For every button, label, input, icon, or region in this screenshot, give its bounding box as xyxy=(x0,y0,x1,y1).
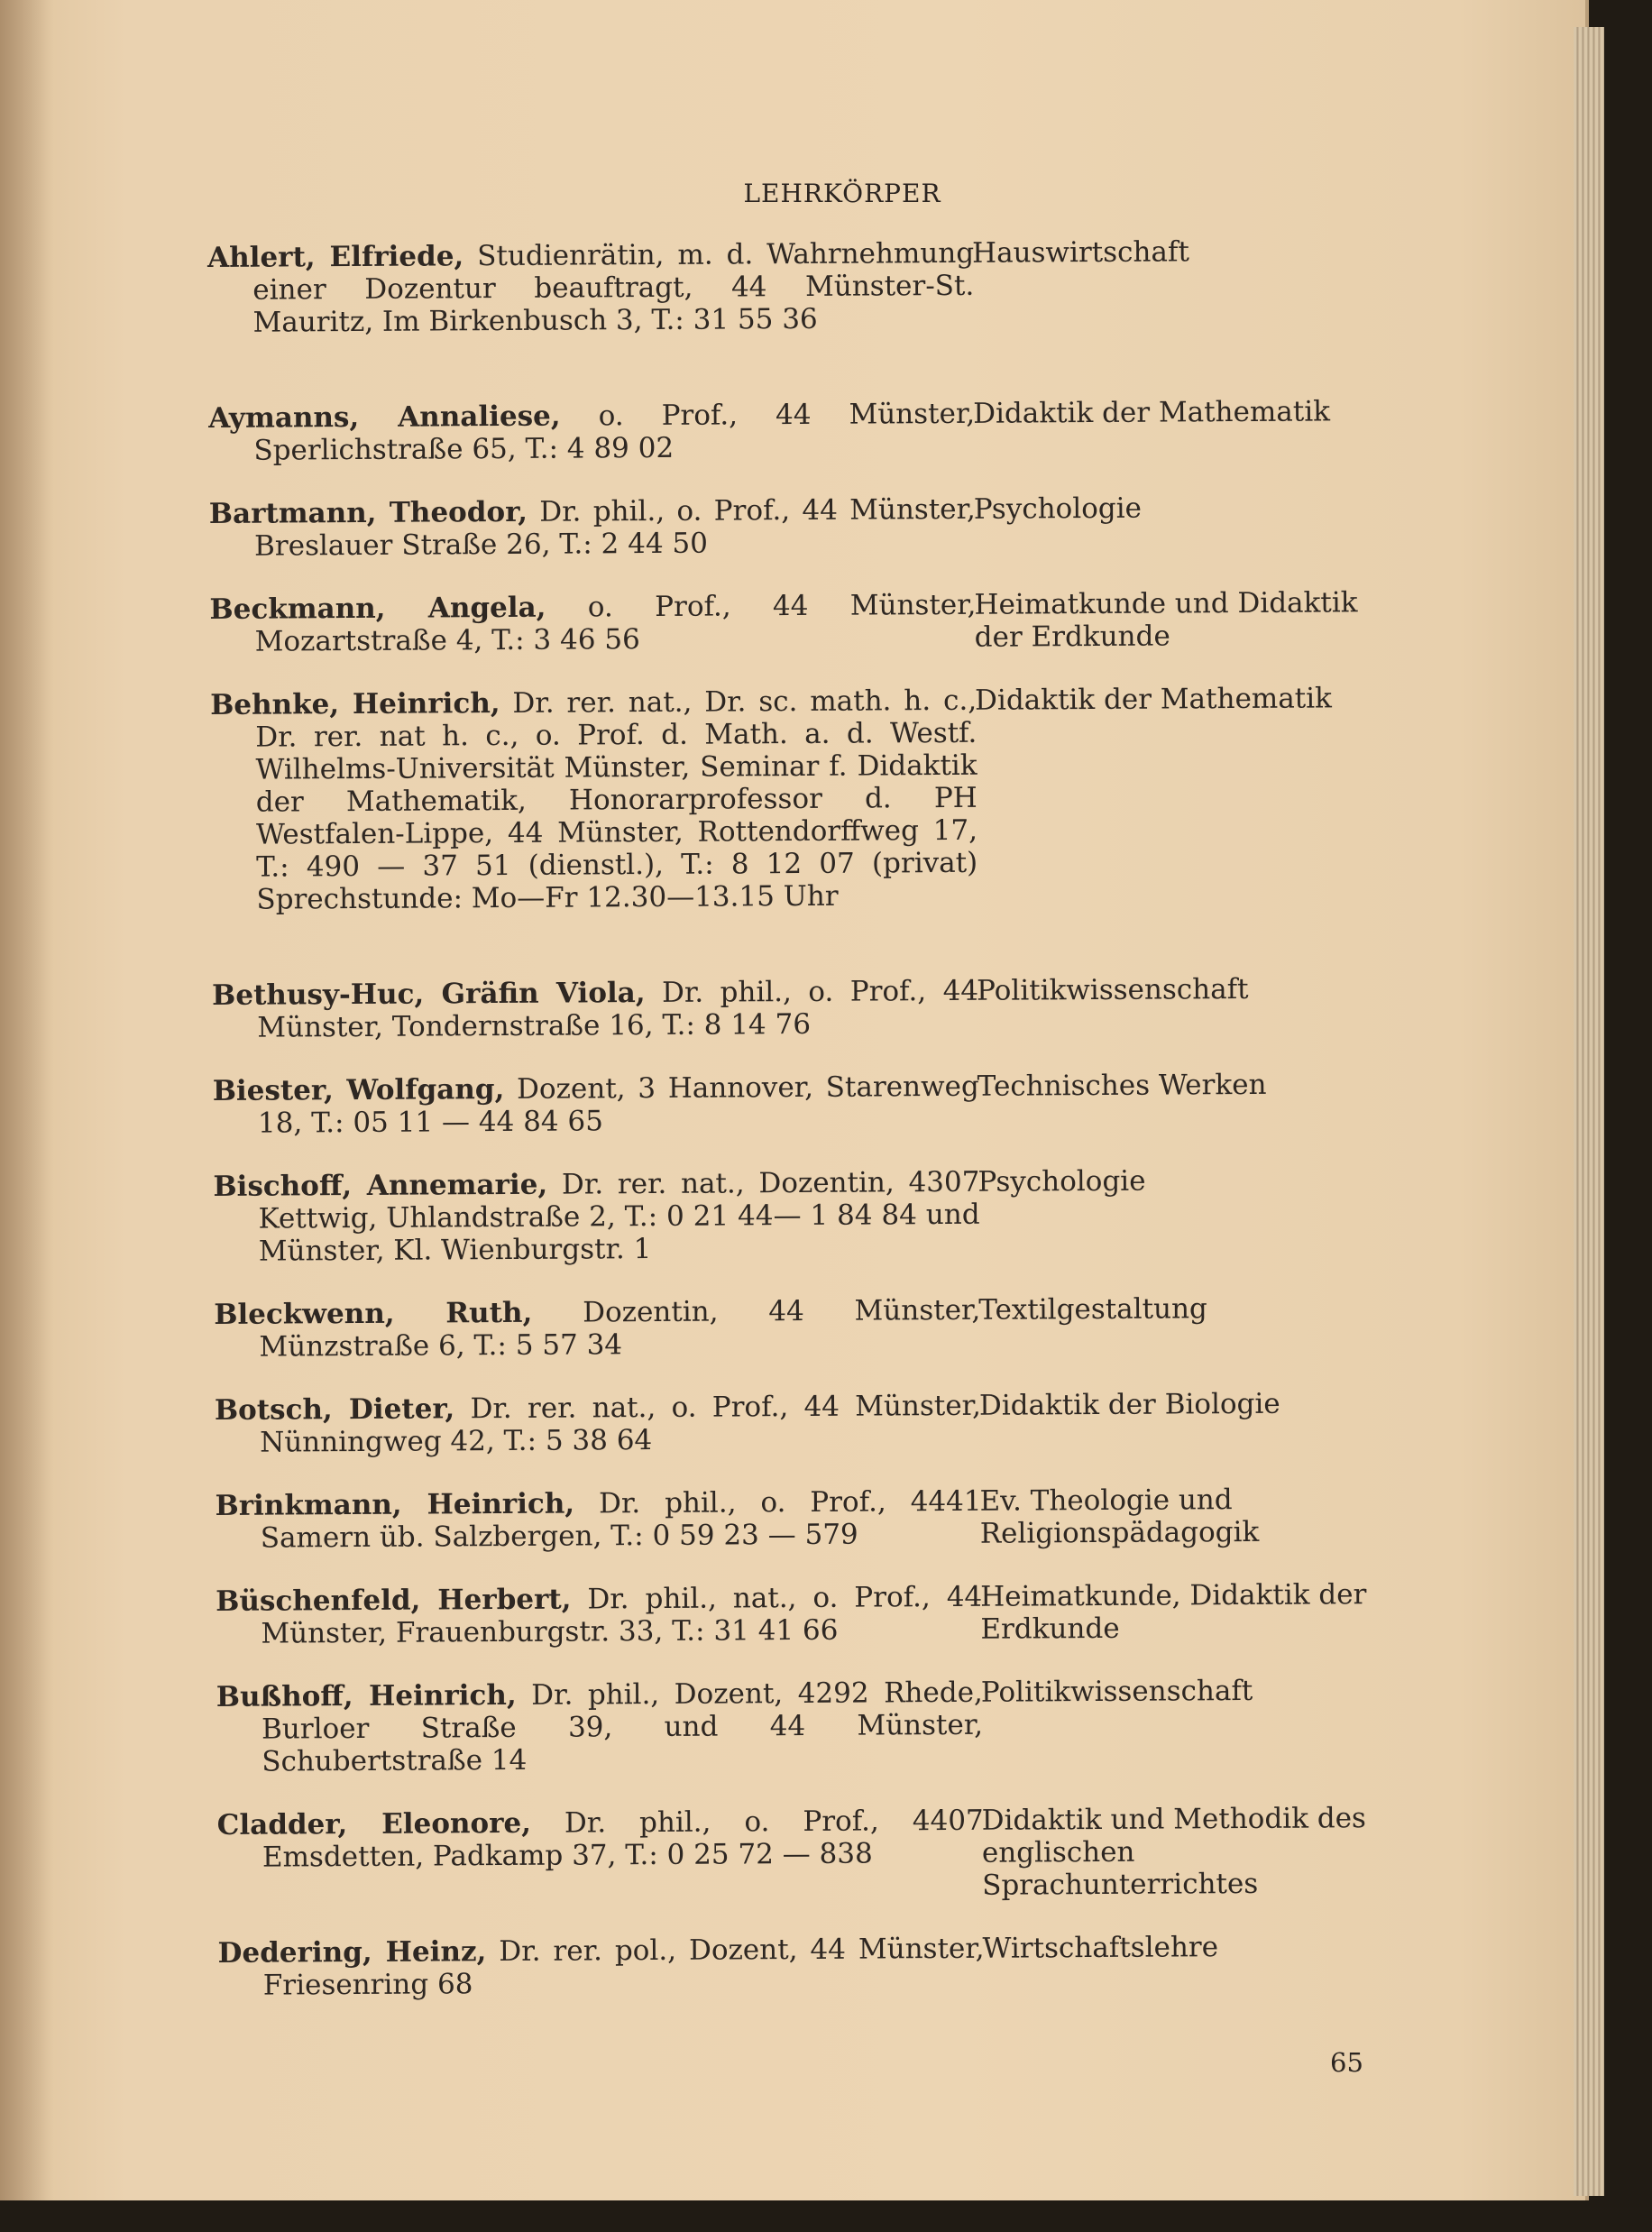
page-edge xyxy=(1574,27,1604,2196)
entry-subject: Hauswirtschaft xyxy=(971,235,1189,270)
entry-subject: Didaktik der Mathematik xyxy=(973,395,1331,430)
page-heading: LEHRKÖRPER xyxy=(743,179,941,208)
faculty-entry xyxy=(212,972,1385,1075)
entry-details: Dr. phil., Dozent, 4292 Rhede, Burloer Straße 39, und 44 Münster, Schubertstraße 14 xyxy=(261,1676,984,1778)
entry-details: Dr. phil., o. Prof., 4441 Samern üb. Salzbergen, T.: 0 59 23 — 579 xyxy=(260,1484,982,1555)
entry-name: Biester, Wolfgang, xyxy=(212,1073,505,1107)
entry-subject: Wirtschaftslehre xyxy=(982,1931,1219,1965)
faculty-entry xyxy=(216,1578,1389,1681)
faculty-entry xyxy=(208,395,1381,498)
entry-details: Studienrätin, m. d. Wahrnehmung einer Dozentur beauftragt, 44 Münster-St. Mauritz, Im Birkenbusch 3, T.: 31 55 36 xyxy=(252,236,975,339)
entry-name: Beckmann, Angela, xyxy=(209,591,546,626)
entry-name: Bischoff, Annemarie, xyxy=(213,1168,548,1203)
entry-subject: Didaktik der Mathematik xyxy=(975,682,1333,717)
entry-name: Büschenfeld, Herbert, xyxy=(216,1583,572,1618)
entry-details: Dozentin, 44 Münster, Münzstraße 6, T.: 5 57 34 xyxy=(259,1293,981,1364)
entry-text xyxy=(215,1390,982,1490)
faculty-entry xyxy=(209,491,1382,593)
entry-details: Dr. rer. nat., Dozentin, 4307 Kettwig, Uhlandstraße 2, T.: 0 21 44— 1 84 84 und Münster, Kl. Wienburgstr. 1 xyxy=(258,1165,980,1268)
entry-subject: Heimatkunde, Didaktik der Erdkunde xyxy=(980,1578,1367,1646)
entry-text xyxy=(216,1581,983,1681)
entry-text xyxy=(213,1070,980,1171)
entry-details: Dr. rer. nat., o. Prof., 44 Münster, Nünningweg 42, T.: 5 38 64 xyxy=(260,1389,982,1459)
entry-text xyxy=(208,398,976,498)
entry-name: Bleckwenn, Ruth, xyxy=(214,1296,533,1331)
entry-name: Aymanns, Annaliese, xyxy=(208,400,561,435)
entry-subject: Technisches Werken xyxy=(977,1068,1267,1103)
entry-subject: Textilgestaltung xyxy=(978,1292,1207,1327)
entry-subject: Politikwissenschaft xyxy=(980,1674,1253,1709)
faculty-entry xyxy=(210,682,1384,979)
entry-details: Dr. rer. pol., Dozent, 44 Münster, Friesenring 68 xyxy=(262,1932,985,2002)
entry-details: Dr. rer. nat., Dr. sc. math. h. c., Dr. rer. nat h. c., o. Prof. d. Math. a. d. Westf. Wilhelms-Universität Münster, Seminar f. Didaktik der Mathematik, Honorarprofessor d. PH Westfalen-Lippe, 44 Münster, Rottendorffweg 17, T.: 490 — 37 51 (dienstl.), T.: 8 12 07 (privat) Sprechstunde: Mo—Fr 12.30—13.15 Uhr xyxy=(255,684,978,916)
faculty-entry xyxy=(214,1291,1387,1394)
faculty-entry xyxy=(207,234,1381,402)
faculty-entry xyxy=(217,1802,1390,1937)
entry-subject: Didaktik und Methodik des englischen Sprachunterrichtes xyxy=(981,1802,1367,1902)
entry-text xyxy=(216,1676,984,1809)
entry-text xyxy=(212,975,979,1075)
entry-text xyxy=(217,1933,984,2009)
entry-text xyxy=(210,684,978,979)
entry-subject: Psychologie xyxy=(977,1164,1146,1199)
entry-name: Dedering, Heinz, xyxy=(217,1935,487,1970)
entry-text xyxy=(215,1485,982,1585)
entry-text xyxy=(207,237,975,402)
faculty-entry xyxy=(213,1163,1386,1299)
entry-name: Brinkmann, Heinrich, xyxy=(215,1487,575,1522)
entry-name: Behnke, Heinrich, xyxy=(210,687,500,721)
entry-name: Bethusy-Huc, Gräfin Viola, xyxy=(211,977,646,1012)
faculty-list xyxy=(207,234,1390,2009)
entry-details: o. Prof., 44 Münster, Mozartstraße 4, T.: 3 46 56 xyxy=(254,588,977,658)
entry-text xyxy=(217,1805,985,1937)
entry-name: Ahlert, Elfriede, xyxy=(207,240,464,274)
entry-text xyxy=(214,1294,981,1394)
entry-name: Bartmann, Theodor, xyxy=(208,495,528,530)
entry-subject: Psychologie xyxy=(973,491,1143,526)
gutter-shadow xyxy=(0,0,54,2200)
entry-text xyxy=(209,493,977,593)
faculty-entry xyxy=(213,1068,1386,1171)
entry-subject: Politikwissenschaft xyxy=(976,972,1249,1007)
entry-name: Botsch, Dieter, xyxy=(214,1392,455,1427)
page-number: 65 xyxy=(1330,2047,1363,2078)
entry-details: Dr. phil., o. Prof., 44 Münster, Breslauer Straße 26, T.: 2 44 50 xyxy=(253,492,976,563)
entry-name: Bußhoff, Heinrich, xyxy=(216,1678,517,1713)
entry-text xyxy=(213,1166,980,1299)
faculty-entry xyxy=(209,586,1382,689)
entry-details: Dr. phil., o. Prof., 44 Münster, Tondernstraße 16, T.: 8 14 76 xyxy=(257,974,979,1044)
entry-details: Dr. phil., nat., o. Prof., 44 Münster, Frauenburgstr. 33, T.: 31 41 66 xyxy=(261,1580,983,1650)
entry-subject: Heimatkunde und Didaktik der Erdkunde xyxy=(974,586,1358,654)
entry-details: Dr. phil., o. Prof., 4407 Emsdetten, Padkamp 37, T.: 0 25 72 — 838 xyxy=(262,1804,984,1874)
entry-name: Cladder, Eleonore, xyxy=(216,1806,532,1842)
entry-details: Dozent, 3 Hannover, Starenweg 18, T.: 05 11 — 44 84 65 xyxy=(257,1070,979,1140)
faculty-entry xyxy=(217,1930,1390,2009)
entry-subject: Didaktik der Biologie xyxy=(978,1387,1280,1422)
entry-text xyxy=(209,589,977,689)
faculty-entry xyxy=(215,1483,1388,1585)
faculty-entry xyxy=(216,1674,1390,1809)
entry-details: o. Prof., 44 Münster, Sperlichstraße 65, T.: 4 89 02 xyxy=(253,397,976,467)
faculty-entry xyxy=(215,1387,1388,1490)
entry-subject: Ev. Theologie und Religionspädagogik xyxy=(979,1483,1260,1550)
